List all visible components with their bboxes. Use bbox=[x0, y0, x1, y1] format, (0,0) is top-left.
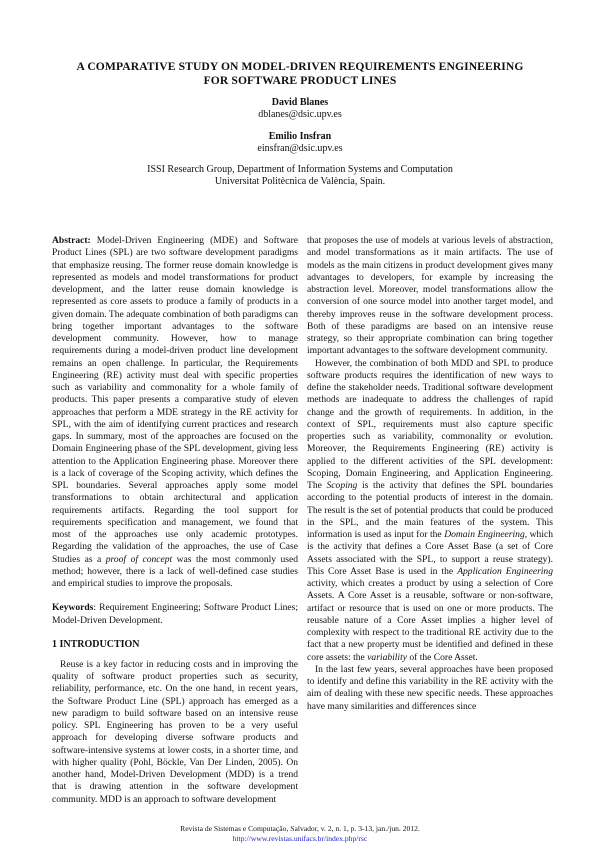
keywords bbox=[52, 602, 298, 627]
abstract-text-end: was the most commonly used method; however, there is a lack of well-defined case studies and empirical studies to improve the proposals. bbox=[52, 553, 298, 589]
abstract-text: Model-Driven Engineering (MDE) and Software Product Lines (SPL) are two software development paradigms that emphasize reusing. The former reuse domain knowledge is represented as models and model transformations for product development, and the latter reuse domain knowledge is represented as core assets to produce a family of products in a given domain. The adequate combination of both paradigms can bring together important advantages to the software development community. However, how to manage requirements during a model-driven product line development remains an open challenge. In particular, the Requirements Engineering (RE) activity must deal with specific properties such as variability and commonality for a whole family of products. This paper presents a comparative study of eleven approaches that perform a MDE strategy in the RE activity for SPL, with the aim of identifying current practices and research gaps. In summary, most of the approaches are focused on the Domain Engineering phase of the SPL development, giving less attention to the Application Engineering phase. Moreover there is a lack of coverage of the Scoping activity, which defines the SPL boundaries. Several approaches apply some model transformations to obtain architectural and application requirements artifacts. Regarding the tool support for requirements specification and management, we found that most of the approaches use only academic prototypes. Regarding the validation of the approaches, the use of Case Studies as a bbox=[52, 235, 298, 565]
author-name: Emilio Insfran bbox=[268, 131, 332, 142]
term: Scoping bbox=[326, 480, 358, 491]
section-heading: 1 INTRODUCTION bbox=[52, 638, 140, 650]
term: Domain Engineering bbox=[444, 529, 525, 540]
left-column bbox=[52, 235, 298, 806]
body-paragraph: that proposes the use of models at various levels of abstraction, and model transformations as it main artifacts. The use of models as the main citizens in product development gives many advantages to developers, for example by increasing the abstraction level. Moreover, model transformations allow the conversion of one source model into another target model, and thereby improves reuse in the software development process. Both of these paradigms are based on an intensive reuse strategy, so their appropriate combination can bring together important advantages to the software development community. bbox=[307, 235, 553, 357]
abstract-label: Abstract: bbox=[52, 235, 91, 246]
paper-title bbox=[40, 60, 560, 88]
author-2 bbox=[40, 131, 560, 155]
title-line-1: A COMPARATIVE STUDY ON MODEL-DRIVEN REQUIREMENTS ENGINEERING bbox=[76, 60, 524, 73]
text: of the Core Asset. bbox=[406, 651, 478, 663]
author-email: einsfran@dsic.upv.es bbox=[257, 143, 343, 154]
abstract bbox=[52, 235, 298, 590]
text: activity, which creates a product by using a selection of Core Assets. A Core Asset is a reusable, software or non-software, artifact or resource that is used on one or more products. The reusable nature of a Core Asset implies a higher level of complexity with respect to the traditional RE activity due to the fact that a new property must be identified and defined in these core assets: the bbox=[307, 578, 553, 663]
author-name: David Blanes bbox=[271, 97, 329, 108]
footer-url-link[interactable]: http://www.revistas.unifacs.br/index.php/rsc bbox=[232, 833, 368, 843]
body-paragraph bbox=[307, 358, 553, 664]
keywords-label: Keywords bbox=[52, 602, 94, 614]
author-1 bbox=[40, 97, 560, 121]
text: , which is the activity that defines a Core Asset Base (a set of Core Assets associated with the SPL, to support a reuse strategy). This Core Asset Base is used in the bbox=[307, 529, 553, 577]
affiliation-line-1: ISSI Research Group, Department of Information Systems and Computation bbox=[147, 164, 453, 175]
affiliation bbox=[40, 164, 560, 188]
title-line-2: FOR SOFTWARE PRODUCT LINES bbox=[203, 74, 397, 87]
right-column bbox=[307, 235, 553, 806]
footer-citation: Revista de Sistemas e Computação, Salvador, v. 2, n. 1, p. 3-13, jan./jun. 2012. bbox=[180, 823, 420, 833]
author-email: dblanes@dsic.upv.es bbox=[258, 109, 342, 120]
text: is the activity that defines the SPL boundaries according to the potential products of interest in the domain. The result is the set of potential products that could be produced in the SPL, and the main features of the system. This information is used as input for the bbox=[307, 480, 553, 540]
term: Application Engineering bbox=[457, 565, 553, 577]
affiliation-line-2: Universitat Politècnica de València, Spain. bbox=[214, 176, 386, 187]
abstract-italic: proof of concept bbox=[105, 553, 173, 565]
body-columns bbox=[52, 235, 553, 806]
keywords-text: : Requirement Engineering; Software Product Lines; Model-Driven Development. bbox=[52, 602, 298, 626]
intro-paragraph: Reuse is a key factor in reducing costs and in improving the quality of software product properties such as security, reliability, performance, etc. On the one hand, in recent years, the Software Product Line (SPL) approach has emerged as a new paradigm to build software based on an intensive reuse policy. SPL Engineering has proven to be a very useful approach for developing diverse software products and software-intensive systems at lower costs, in a shorter time, and with higher quality (Pohl, Böckle, Van Der Linden, 2005). On another hand, Model-Driven Development (MDD) is a trend that is drawing attention in the software development community. MDD is an approach to software development bbox=[52, 658, 298, 805]
footer bbox=[40, 824, 560, 844]
body-paragraph: In the last few years, several approaches have been proposed to identify and define this variability in the RE activity with the aim of dealing with these new specific needs. These approaches have many similarities and differences since bbox=[307, 663, 553, 712]
text: However, the combination of both MDD and SPL to produce software products requires the identification of new ways to define the stakeholder needs. Traditional software development methods are inadequate to address the challenges of rapid change and the growth of requirements. In addition, in the context of SPL, requirements must also capture specific properties such as variability, commonality or evolution. Moreover, the Requirements Engineering (RE) activity is applied to the different activities of the SPL development: Scoping, Domain Engineering, and Application Engineering. The bbox=[307, 357, 553, 491]
term: variability bbox=[367, 651, 407, 663]
